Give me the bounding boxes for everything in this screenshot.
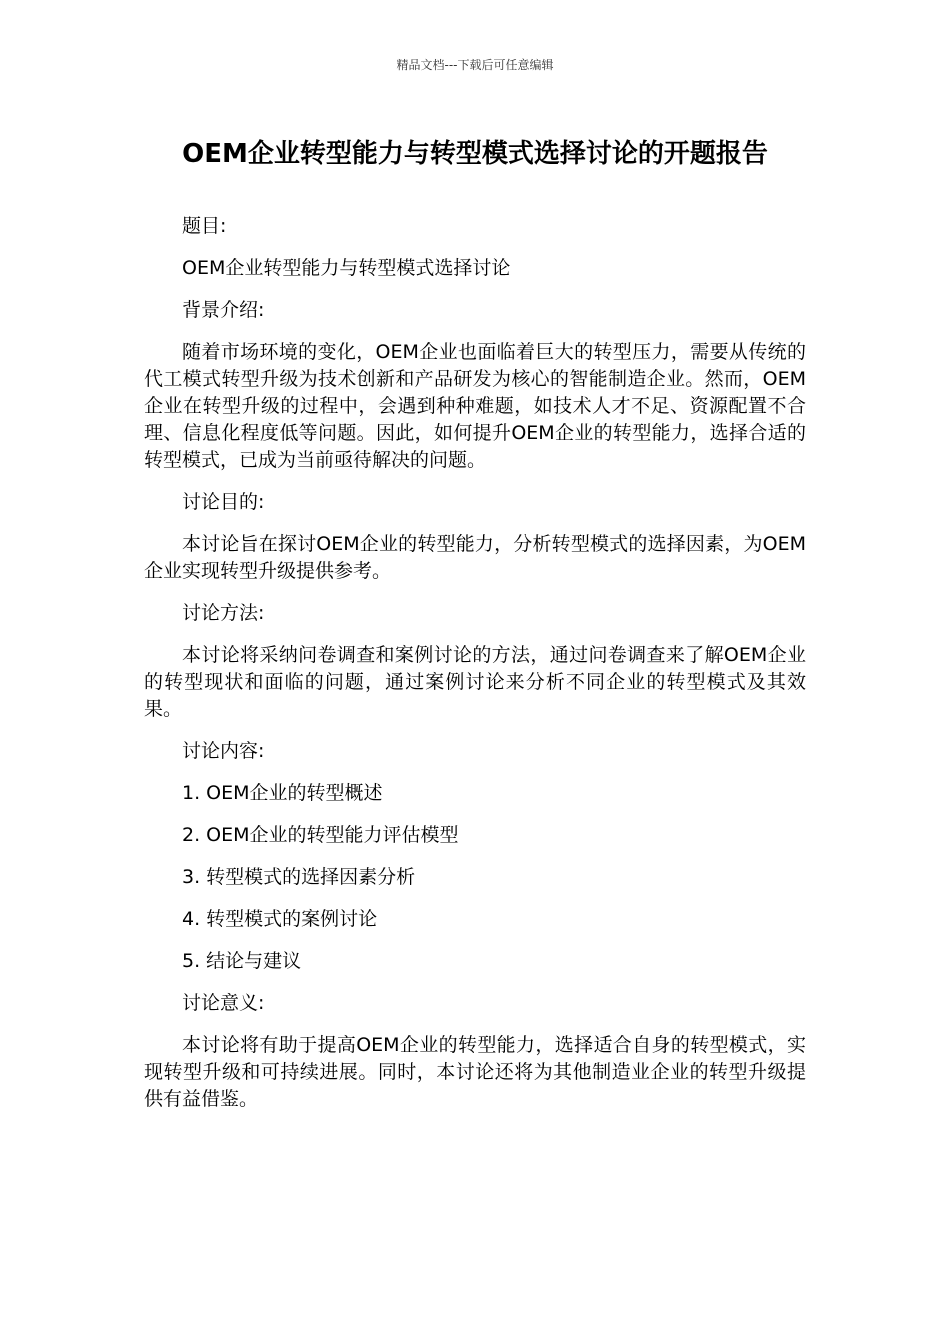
background-text: 随着市场环境的变化，OEM企业也面临着巨大的转型压力，需要从传统的代工模式转型升级为技术创新和产品研发为核心的智能制造企业。然而，OEM企业在转型升级的过程中，会遇到种种难题，如技术人才不足、资源配置不合理、信息化程度低等问题。因此，如何提升OEM企业的转型能力，选择合适的转型模式，已成为当前亟待解决的问题。 — [144, 341, 806, 471]
label-method: 讨论方法: — [182, 602, 265, 624]
document-title: OEM企业转型能力与转型模式选择讨论的开题报告 — [182, 139, 768, 169]
label-background: 背景介绍: — [182, 299, 265, 321]
purpose-text: 本讨论旨在探讨OEM企业的转型能力，分析转型模式的选择因素，为OEM企业实现转型升级提供参考。 — [144, 533, 806, 582]
content-item-1: 1. OEM企业的转型概述 — [182, 782, 383, 804]
label-significance: 讨论意义: — [182, 992, 265, 1014]
document-body — [144, 213, 806, 1128]
content-item-3: 3. 转型模式的选择因素分析 — [182, 866, 416, 888]
topic-text: OEM企业转型能力与转型模式选择讨论 — [182, 257, 511, 279]
method-text: 本讨论将采纳问卷调查和案例讨论的方法，通过问卷调查来了解OEM企业的转型现状和面临的问题，通过案例讨论来分析不同企业的转型模式及其效果。 — [144, 644, 806, 720]
significance-text: 本讨论将有助于提高OEM企业的转型能力，选择适合自身的转型模式，实现转型升级和可持续进展。同时，本讨论还将为其他制造业企业的转型升级提供有益借鉴。 — [144, 1034, 806, 1110]
label-purpose: 讨论目的: — [182, 491, 265, 513]
content-item-2: 2. OEM企业的转型能力评估模型 — [182, 824, 459, 846]
label-topic: 题目: — [182, 215, 227, 237]
header-note: 精品文档---下载后可任意编辑 — [396, 58, 554, 72]
content-item-4: 4. 转型模式的案例讨论 — [182, 908, 378, 930]
content-item-5: 5. 结论与建议 — [182, 950, 302, 972]
label-content: 讨论内容: — [182, 740, 265, 762]
